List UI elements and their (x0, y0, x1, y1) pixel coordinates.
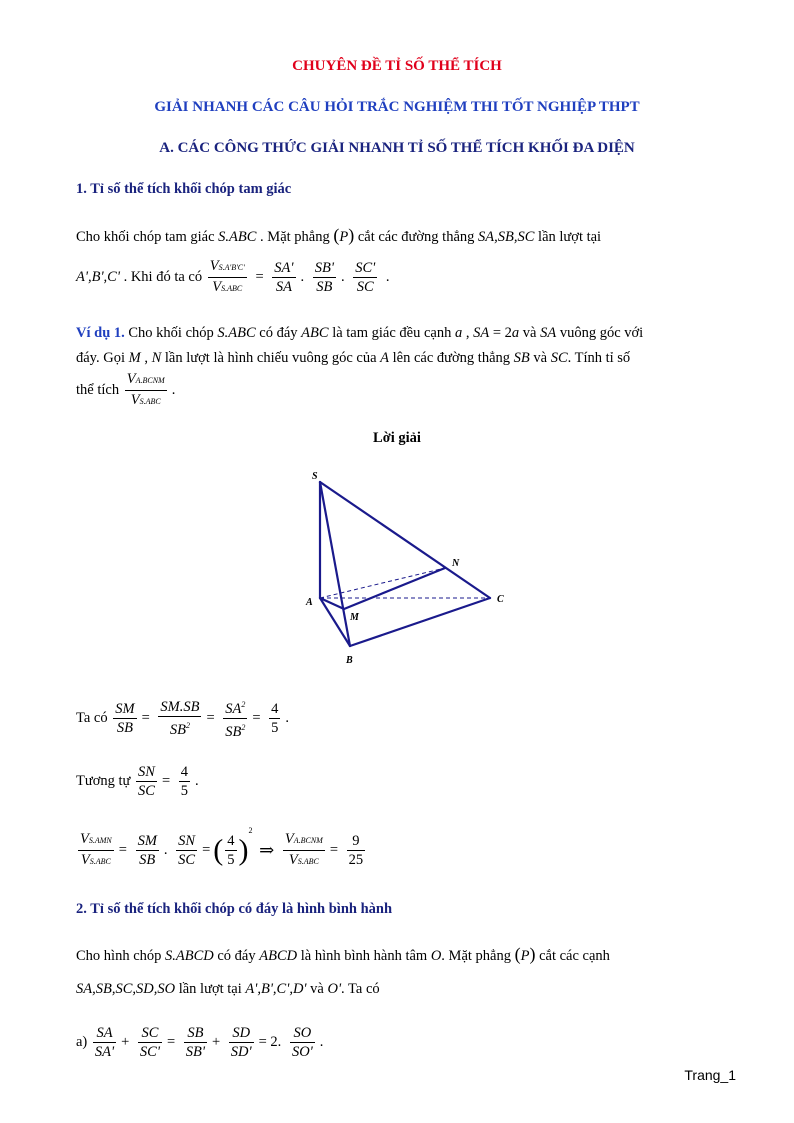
label-s: S (312, 471, 318, 482)
equation-volume-ratio: $\frac{\text{VS.AMN}}{\text{VS.ABC}}$ = $\frac{SM}{SB}$ . $\frac{SN}{SC}$ = ( $\frac{4}{5}$ )$^2$ ⇒ $\frac{\text{VA.BCNM}}{\text{VS.ABC}}$ = $\frac{9}{25}$ (76, 830, 367, 871)
label-n: N (452, 558, 460, 569)
example-1-line-3: thể tích $\frac{\text{VA.BCNM}}{\text{VS.ABC}}$ . (76, 370, 178, 411)
example-1-line-1: Ví dụ 1. Cho khối chóp S.ABC có đáy ABC là tam giác đều cạnh a , SA = 2a và SA vuông góc với (76, 325, 644, 341)
section-a-heading: A. CÁC CÔNG THỨC GIẢI NHANH TỈ SỐ THỂ TÍCH KHỐI ĐA DIỆN (159, 140, 635, 156)
heading-1: 1. Tỉ số thể tích khối chóp tam giác (76, 181, 292, 197)
equation-item-a: a) $\frac{SA}{SA'}$ + $\frac{SC}{SC'}$ = $\frac{SB}{SB'}$ + $\frac{SD}{SD'}$ = 2. $\frac{SO}{SO'}$ . (76, 1025, 324, 1060)
example-1-line-2: đáy. Gọi M , N lần lượt là hình chiếu vuông góc của A lên các đường thẳng SB và SC. Tính tỉ số (76, 350, 631, 366)
document-subtitle: GIẢI NHANH CÁC CÂU HỎI TRẮC NGHIỆM THI TỐT NGHIỆP THPT (154, 99, 640, 115)
pyramid-figure (300, 468, 520, 668)
volume-ratio-fraction: $\frac{VS.A'B'C'}{\text{VS.ABC}}$ (208, 257, 247, 298)
label-a: A (306, 597, 313, 608)
label-b: B (346, 655, 353, 666)
paragraph-2-line-2: SA,SB,SC,SD,SO lần lượt tại A',B',C',D' và O'. Ta có (76, 981, 380, 997)
label-m: M (350, 612, 359, 623)
paragraph-1-line-2: A',B',C' . Khi đó ta có $\frac{VS.A'B'C'}{\text{VS.ABC}}$ = $\frac{SA'}{SA}$ . $\frac{SB'}{SB}$ . $\frac{SC'}{SC}$ . (76, 257, 393, 298)
edge-bc (350, 598, 490, 646)
solution-heading: Lời giải (373, 430, 421, 446)
edge-sc (320, 482, 490, 598)
paragraph-1-line-1: Cho khối chóp tam giác S.ABC . Mặt phẳng (P) cắt các đường thẳng SA,SB,SC lần lượt tại (76, 225, 602, 245)
paragraph-2-line-1: Cho hình chóp S.ABCD có đáy ABCD là hình bình hành tâm O. Mặt phẳng (P) cắt các cạnh (76, 944, 610, 964)
equation-sn-sc: Tương tự $\frac{SN}{SC}$ = $\frac{4}{5}$ . (76, 764, 199, 799)
label-c: C (497, 594, 504, 605)
equation-sm-sb: Ta có $\frac{SM}{SB}$ = $\frac{SM.SB}{SB^2}$ = $\frac{SA^2}{SB^2}$ = $\frac{4}{5}$ . (76, 698, 290, 740)
document-title: CHUYÊN ĐỀ TỈ SỐ THỂ TÍCH (292, 58, 502, 74)
page-number: Trang_1 (684, 1067, 736, 1083)
heading-2: 2. Tỉ số thể tích khối chóp có đáy là hình bình hành (76, 901, 393, 917)
edge-mn (344, 568, 445, 609)
